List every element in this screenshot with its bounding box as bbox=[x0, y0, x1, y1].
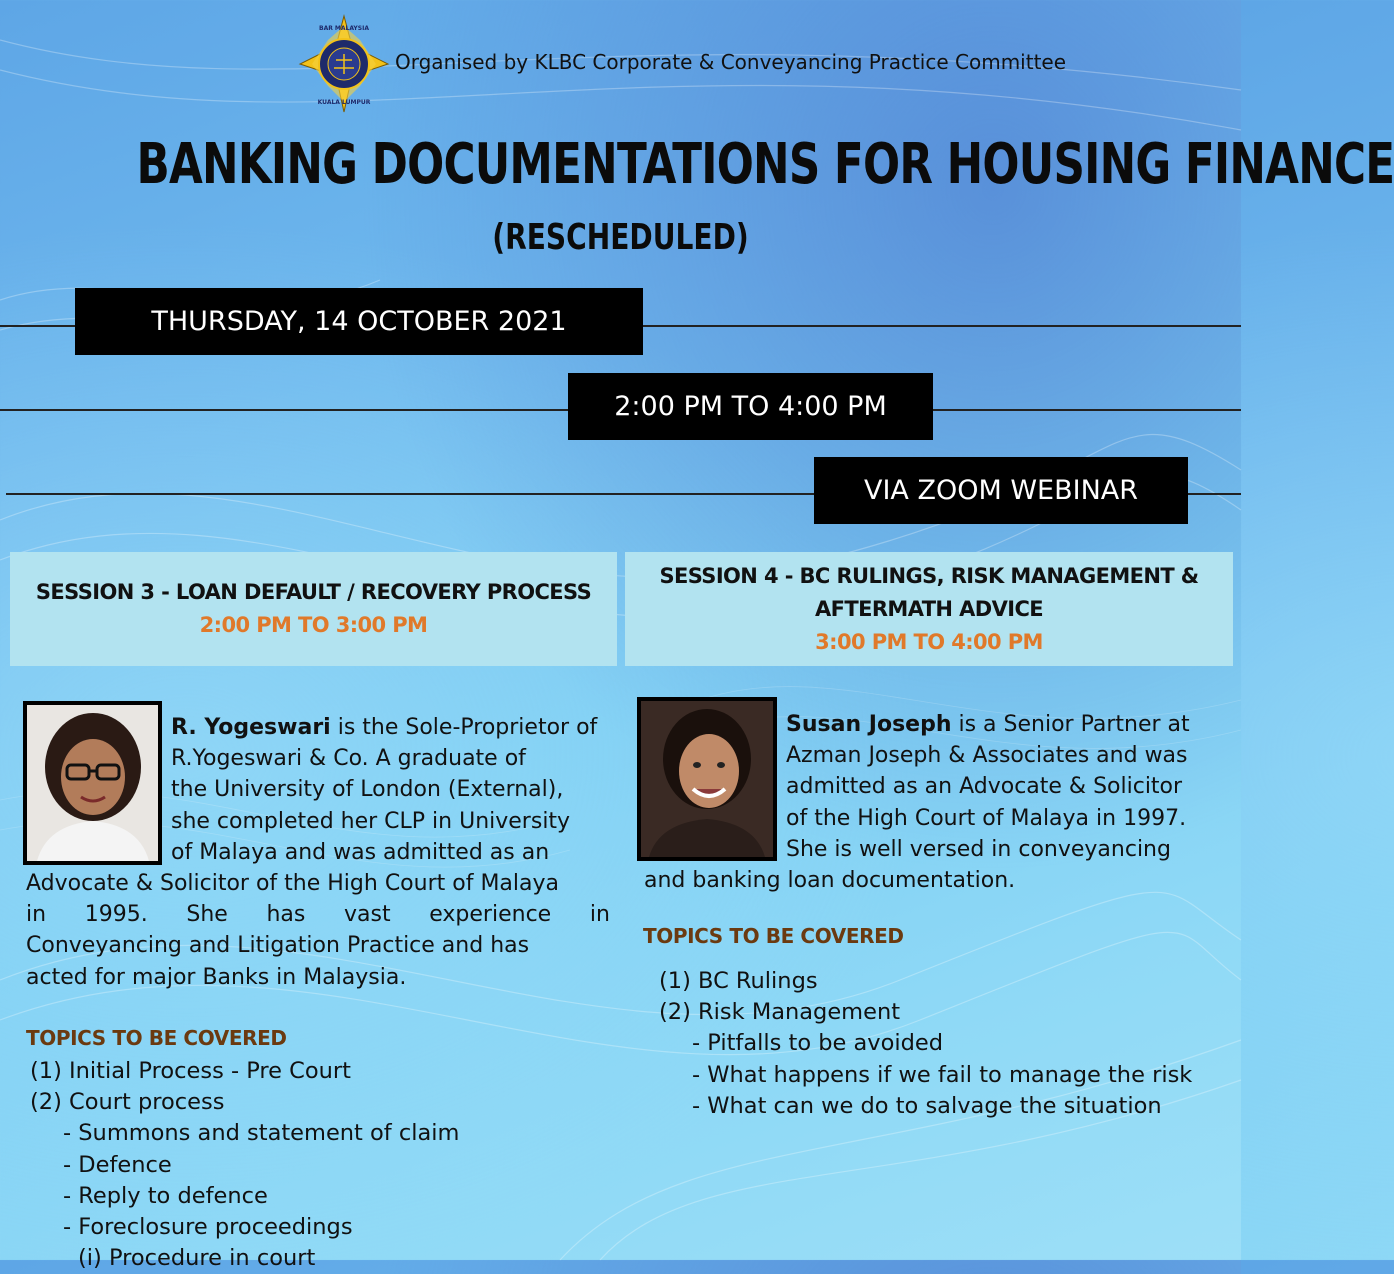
event-date-badge bbox=[75, 288, 643, 355]
bio-justified-line: in 1995. She has vast experience in bbox=[26, 902, 610, 928]
event-title: BANKING DOCUMENTATIONS FOR HOUSING FINANCE bbox=[136, 132, 1394, 197]
list-item: - Foreclosure proceedings bbox=[63, 1214, 353, 1241]
session-4-header bbox=[625, 552, 1233, 666]
session-4-time: 3:00 PM TO 4:00 PM bbox=[815, 629, 1043, 654]
topics-heading-session-4: TOPICS TO BE COVERED bbox=[643, 924, 904, 948]
event-venue-badge bbox=[814, 457, 1188, 524]
session-3-title: SESSION 3 - LOAN DEFAULT / RECOVERY PROCESS bbox=[35, 580, 592, 604]
speaker-name-susan-joseph: Susan Joseph bbox=[786, 712, 952, 737]
topics-heading-session-3: TOPICS TO BE COVERED bbox=[26, 1026, 287, 1050]
list-item: - What can we do to salvage the situation bbox=[692, 1092, 1162, 1119]
list-item: (i) Procedure in court bbox=[78, 1245, 316, 1272]
list-item: (2) Court process bbox=[30, 1089, 225, 1116]
session-4-title-line2: AFTERMATH ADVICE bbox=[814, 596, 1044, 621]
list-item: - Defence bbox=[63, 1151, 172, 1178]
speaker-bio-susan-joseph: Susan Joseph is a Senior Partner at Azman Joseph & Associates and was admitted as an Advocate & Solicitor of the High Court of Malaya in 1997. She is well versed in conveyancing and banking loan documentation. bbox=[644, 712, 1190, 894]
list-item: - What happens if we fail to manage the risk bbox=[692, 1061, 1193, 1088]
topics-list-session-3 bbox=[30, 1056, 459, 1274]
list-item: (1) BC Rulings bbox=[659, 968, 818, 994]
organiser-text: Organised by KLBC Corporate & Conveyancing Practice Committee bbox=[395, 50, 1067, 74]
svg-text:KUALA LUMPUR: KUALA LUMPUR bbox=[317, 99, 371, 106]
svg-text:BAR MALAYSIA: BAR MALAYSIA bbox=[319, 25, 369, 32]
list-item: (2) Risk Management bbox=[659, 999, 901, 1026]
session-3-header bbox=[10, 552, 617, 666]
list-item: (1) Initial Process - Pre Court bbox=[30, 1058, 351, 1084]
event-time: 2:00 PM TO 4:00 PM bbox=[614, 391, 887, 422]
speaker-bio-yogeswari: R. Yogeswari is the Sole-Proprietor of R.Yogeswari & Co. A graduate of the University of London (External), she completed her CLP in University of Malaya and was admitted as an Advocate & Solicitor of the High Court of Malaya in 1995. She has vast experience in Conveyancing and Litigation Practice and has acted for major Banks in Malaysia. bbox=[26, 715, 610, 990]
list-item: - Pitfalls to be avoided bbox=[692, 1030, 944, 1057]
session-4-title-line1: SESSION 4 - BC RULINGS, RISK MANAGEMENT & bbox=[659, 563, 1199, 588]
session-3-time: 2:00 PM TO 3:00 PM bbox=[199, 613, 428, 637]
speaker-name-yogeswari: R. Yogeswari bbox=[171, 715, 331, 740]
event-time-badge bbox=[568, 373, 933, 440]
event-date: THURSDAY, 14 OCTOBER 2021 bbox=[151, 306, 567, 337]
event-subtitle: (RESCHEDULED) bbox=[492, 217, 749, 258]
list-item: - Summons and statement of claim bbox=[63, 1120, 460, 1147]
topics-list-session-4 bbox=[659, 966, 1192, 1122]
bar-malaysia-seal-icon bbox=[300, 16, 388, 112]
event-venue: VIA ZOOM WEBINAR bbox=[863, 475, 1139, 506]
list-item: - Reply to defence bbox=[63, 1182, 268, 1209]
